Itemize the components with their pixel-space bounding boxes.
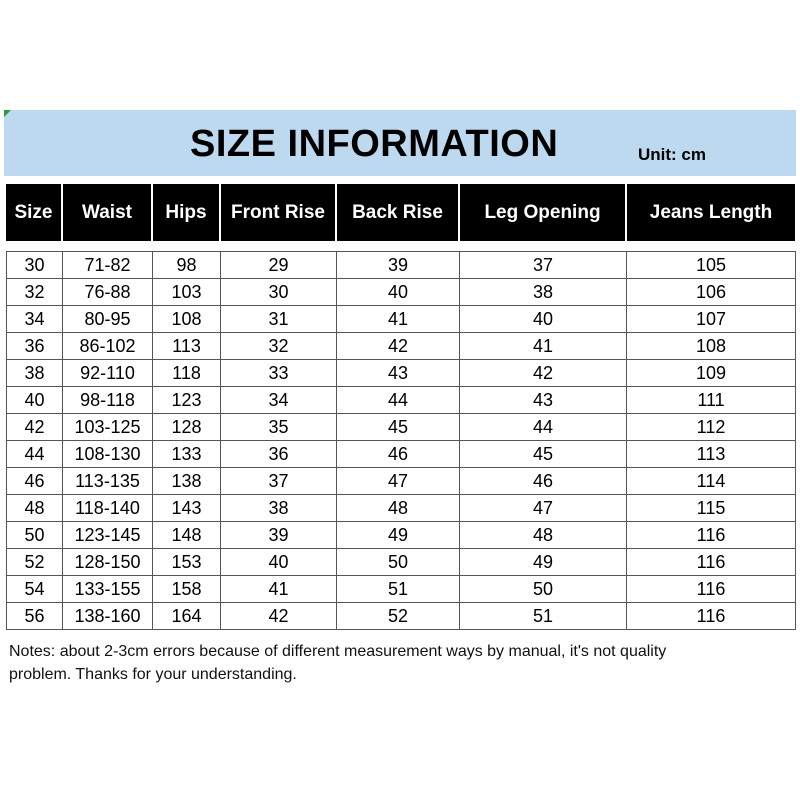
cell-size: 38 (7, 360, 63, 387)
cell-waist: 86-102 (63, 333, 153, 360)
cell-leg-opening: 46 (460, 468, 627, 495)
cell-jeans-length: 105 (627, 252, 796, 279)
cell-leg-opening: 42 (460, 360, 627, 387)
cell-leg-opening: 37 (460, 252, 627, 279)
cell-waist: 71-82 (63, 252, 153, 279)
cell-back-rise: 44 (337, 387, 460, 414)
cell-back-rise: 45 (337, 414, 460, 441)
cell-back-rise: 52 (337, 603, 460, 630)
cell-waist: 92-110 (63, 360, 153, 387)
cell-waist: 128-150 (63, 549, 153, 576)
cell-size: 30 (7, 252, 63, 279)
cell-front-rise: 35 (221, 414, 337, 441)
cell-front-rise: 42 (221, 603, 337, 630)
cell-front-rise: 32 (221, 333, 337, 360)
cell-waist: 123-145 (63, 522, 153, 549)
notes-line: problem. Thanks for your understanding. (9, 666, 297, 683)
cell-front-rise: 38 (221, 495, 337, 522)
cell-hips: 133 (153, 441, 221, 468)
cell-leg-opening: 40 (460, 306, 627, 333)
column-header-front-rise: Front Rise (220, 184, 336, 241)
cell-size: 56 (7, 603, 63, 630)
table-row (7, 603, 796, 630)
cell-hips: 164 (153, 603, 221, 630)
unit-label: Unit: cm (638, 145, 706, 164)
cell-back-rise: 46 (337, 441, 460, 468)
cell-hips: 128 (153, 414, 221, 441)
cell-hips: 103 (153, 279, 221, 306)
cell-back-rise: 39 (337, 252, 460, 279)
cell-front-rise: 34 (221, 387, 337, 414)
corner-mark-icon (4, 110, 11, 117)
notes-text (9, 640, 789, 686)
column-header-hips: Hips (152, 184, 220, 241)
cell-size: 36 (7, 333, 63, 360)
cell-hips: 123 (153, 387, 221, 414)
cell-size: 42 (7, 414, 63, 441)
cell-waist: 133-155 (63, 576, 153, 603)
cell-waist: 113-135 (63, 468, 153, 495)
cell-waist: 80-95 (63, 306, 153, 333)
column-header-waist: Waist (62, 184, 152, 241)
cell-waist: 103-125 (63, 414, 153, 441)
cell-back-rise: 40 (337, 279, 460, 306)
cell-hips: 143 (153, 495, 221, 522)
cell-size: 48 (7, 495, 63, 522)
cell-back-rise: 47 (337, 468, 460, 495)
cell-size: 50 (7, 522, 63, 549)
cell-hips: 138 (153, 468, 221, 495)
cell-hips: 98 (153, 252, 221, 279)
cell-hips: 118 (153, 360, 221, 387)
cell-leg-opening: 50 (460, 576, 627, 603)
cell-front-rise: 37 (221, 468, 337, 495)
cell-hips: 113 (153, 333, 221, 360)
cell-jeans-length: 106 (627, 279, 796, 306)
cell-leg-opening: 48 (460, 522, 627, 549)
cell-jeans-length: 114 (627, 468, 796, 495)
cell-back-rise: 43 (337, 360, 460, 387)
header-row (6, 184, 795, 241)
cell-back-rise: 51 (337, 576, 460, 603)
cell-front-rise: 39 (221, 522, 337, 549)
cell-front-rise: 31 (221, 306, 337, 333)
cell-jeans-length: 116 (627, 522, 796, 549)
table-row (7, 549, 796, 576)
column-header-leg-opening: Leg Opening (459, 184, 626, 241)
cell-leg-opening: 47 (460, 495, 627, 522)
table-row (7, 360, 796, 387)
table-row (7, 495, 796, 522)
cell-front-rise: 29 (221, 252, 337, 279)
cell-back-rise: 48 (337, 495, 460, 522)
cell-jeans-length: 107 (627, 306, 796, 333)
table-row (7, 441, 796, 468)
cell-waist: 118-140 (63, 495, 153, 522)
cell-jeans-length: 116 (627, 603, 796, 630)
table-row (7, 576, 796, 603)
cell-size: 32 (7, 279, 63, 306)
cell-size: 54 (7, 576, 63, 603)
table-row (7, 387, 796, 414)
cell-leg-opening: 51 (460, 603, 627, 630)
table-row (7, 252, 796, 279)
cell-waist: 98-118 (63, 387, 153, 414)
table-row (7, 414, 796, 441)
cell-waist: 138-160 (63, 603, 153, 630)
cell-hips: 153 (153, 549, 221, 576)
cell-jeans-length: 108 (627, 333, 796, 360)
cell-jeans-length: 112 (627, 414, 796, 441)
cell-hips: 148 (153, 522, 221, 549)
cell-size: 44 (7, 441, 63, 468)
cell-leg-opening: 45 (460, 441, 627, 468)
cell-leg-opening: 44 (460, 414, 627, 441)
size-table-header (6, 184, 795, 241)
table-row (7, 468, 796, 495)
cell-back-rise: 41 (337, 306, 460, 333)
cell-front-rise: 41 (221, 576, 337, 603)
cell-jeans-length: 116 (627, 549, 796, 576)
cell-jeans-length: 113 (627, 441, 796, 468)
cell-waist: 108-130 (63, 441, 153, 468)
cell-front-rise: 40 (221, 549, 337, 576)
column-header-size: Size (6, 184, 62, 241)
cell-size: 46 (7, 468, 63, 495)
cell-leg-opening: 43 (460, 387, 627, 414)
table-row (7, 306, 796, 333)
cell-waist: 76-88 (63, 279, 153, 306)
cell-jeans-length: 111 (627, 387, 796, 414)
cell-jeans-length: 109 (627, 360, 796, 387)
cell-leg-opening: 41 (460, 333, 627, 360)
cell-leg-opening: 38 (460, 279, 627, 306)
table-row (7, 333, 796, 360)
size-table (6, 251, 796, 630)
column-header-back-rise: Back Rise (336, 184, 459, 241)
column-header-jeans-length: Jeans Length (626, 184, 795, 241)
cell-jeans-length: 115 (627, 495, 796, 522)
cell-back-rise: 49 (337, 522, 460, 549)
page-title: SIZE INFORMATION (190, 123, 559, 165)
cell-leg-opening: 49 (460, 549, 627, 576)
table-row (7, 279, 796, 306)
cell-size: 34 (7, 306, 63, 333)
cell-jeans-length: 116 (627, 576, 796, 603)
cell-size: 52 (7, 549, 63, 576)
cell-front-rise: 30 (221, 279, 337, 306)
cell-front-rise: 33 (221, 360, 337, 387)
cell-hips: 158 (153, 576, 221, 603)
cell-back-rise: 50 (337, 549, 460, 576)
cell-hips: 108 (153, 306, 221, 333)
cell-size: 40 (7, 387, 63, 414)
cell-front-rise: 36 (221, 441, 337, 468)
table-row (7, 522, 796, 549)
notes-line: Notes: about 2-3cm errors because of different measurement ways by manual, it's not quality (9, 643, 667, 660)
cell-back-rise: 42 (337, 333, 460, 360)
